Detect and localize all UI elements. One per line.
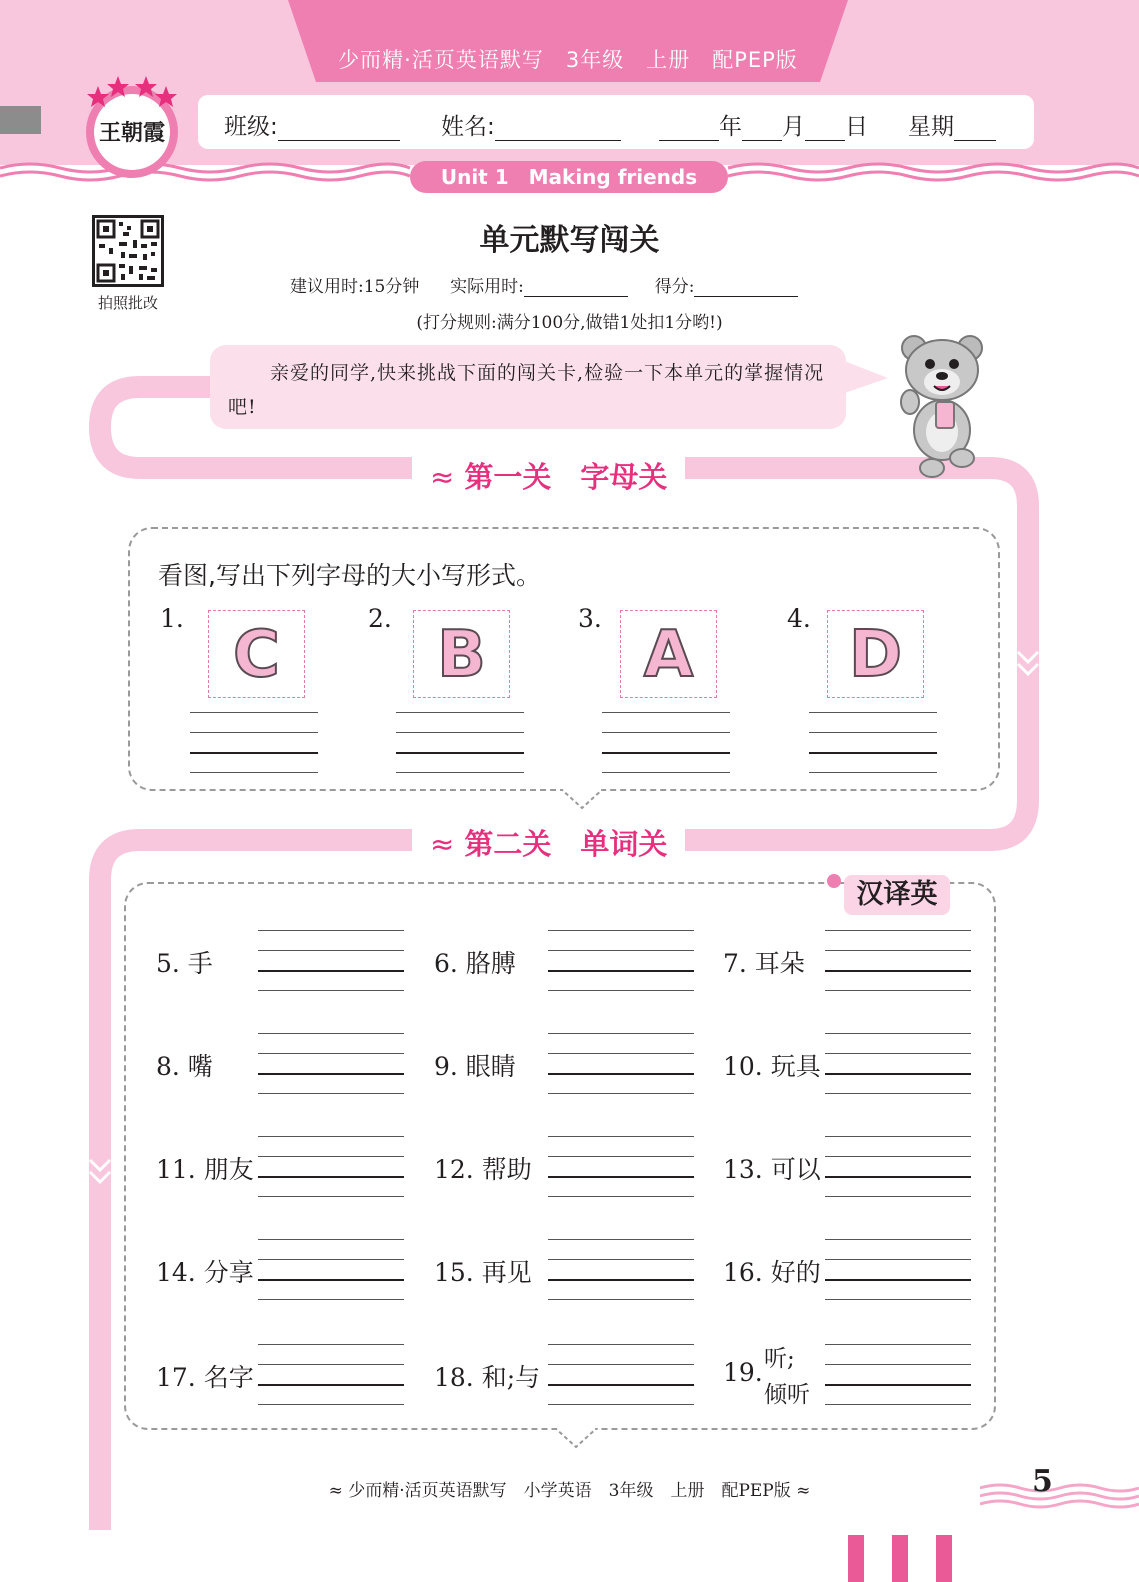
word-answer-lines[interactable] [825,930,971,990]
section-2-title-text: 第二关 单词关 [464,827,668,861]
actual-time-label: 实际用时: [450,277,524,297]
word-item-label: 12. 帮助 [434,1155,532,1184]
item-number: 2. [368,604,392,633]
word-item-label: 15. 再见 [434,1258,532,1287]
tag-dot [827,874,841,888]
page-number: 5 [1032,1464,1053,1499]
word-answer-lines[interactable] [825,1033,971,1093]
page-title: 单元默写闯关 [479,223,660,258]
letter-answer-lines[interactable] [396,712,524,774]
bear-mascot-icon [892,330,992,480]
letter-answer-lines[interactable] [809,712,937,774]
letter-answer-lines[interactable] [602,712,730,774]
word-answer-lines[interactable] [825,1344,971,1404]
wave-icon: ≈ [790,1481,811,1501]
word-answer-lines[interactable] [548,1136,694,1196]
word-item-label: 8. 嘴 [156,1052,213,1081]
footer-text [0,1476,1139,1501]
unit-title: Unit 1 Making friends [410,161,728,193]
word-answer-lines[interactable] [548,1344,694,1404]
word-answer-lines[interactable] [548,1033,694,1093]
letter-card-c [208,610,305,698]
letter-card-a [620,610,717,698]
letter-card-d [827,610,924,698]
section-1-title-text: 第一关 字母关 [464,460,668,494]
letter-a-picture: A [643,618,694,692]
word-item-label: 7. 耳朵 [723,949,805,978]
word-item-label: 16. 好的 [723,1258,821,1287]
wave-icon: ≈ [430,460,455,494]
word-item-label: 17. 名字 [156,1363,254,1392]
score-label: 得分: [654,277,695,297]
word-item-label: 9. 眼睛 [434,1052,516,1081]
name-label: 姓名: [441,114,495,140]
word-item-label-line2: 倾听 [764,1382,810,1408]
word-answer-lines[interactable] [258,1239,404,1299]
word-answer-lines[interactable] [258,1344,404,1404]
bubble-tail [842,360,888,400]
qr-label: 拍照批改 [97,294,158,312]
translate-tag: 汉译英 [844,875,950,915]
word-answer-lines[interactable] [258,1033,404,1093]
box-notch [560,788,604,810]
box-notch [554,1427,598,1449]
letter-d-picture: D [848,618,903,692]
section-1-title [412,455,685,499]
logo-wordmark: 王朝霞 [98,120,166,146]
wave-icon: ≈ [328,1481,349,1501]
word-answer-lines[interactable] [825,1239,971,1299]
year-label: 年 [719,114,742,140]
month-label: 月 [782,114,805,140]
letter-card-b [413,610,510,698]
letter-c-picture: C [233,618,280,692]
section-1-instruction: 看图,写出下列字母的大小写形式。 [158,561,541,590]
weekday-label: 星期 [908,114,954,140]
class-label: 班级: [224,114,278,140]
item-number: 3. [578,604,602,633]
item-number: 4. [787,604,811,633]
intro-text: 亲爱的同学,快来挑战下面的闯关卡,检验一下本单元的掌握情况吧! [228,362,825,418]
word-answer-lines[interactable] [548,930,694,990]
word-answer-lines[interactable] [548,1239,694,1299]
footer-series-text: 少而精·活页英语默写 小学英语 3年级 上册 配PEP版 [348,1481,791,1501]
word-item-label: 14. 分享 [156,1258,254,1287]
word-item-label: 11. 朋友 [156,1155,254,1184]
word-answer-lines[interactable] [258,930,404,990]
word-item-label: 19. [723,1358,763,1387]
word-item-label: 18. 和;与 [434,1363,541,1392]
score-rule: (打分规则:满分100分,做错1处扣1分哟!) [416,313,723,333]
word-answer-lines[interactable] [258,1136,404,1196]
section-2-title [412,822,685,866]
footer-wave [980,1480,1139,1510]
word-item-label: 13. 可以 [723,1155,821,1184]
wave-icon: ≈ [430,827,455,861]
item-number: 1. [160,604,184,633]
word-item-label: 5. 手 [156,949,213,978]
word-item-label: 10. 玩具 [723,1052,821,1081]
letter-answer-lines[interactable] [190,712,318,774]
letter-b-picture: B [437,618,486,692]
word-answer-lines[interactable] [825,1136,971,1196]
day-label: 日 [845,114,868,140]
series-title: 少而精·活页英语默写 3年级 上册 配PEP版 [338,48,798,72]
suggested-time: 建议用时:15分钟 [290,277,420,297]
word-item-label: 6. 胳膊 [434,949,516,978]
word-item-label-line1: 听; [764,1346,795,1372]
